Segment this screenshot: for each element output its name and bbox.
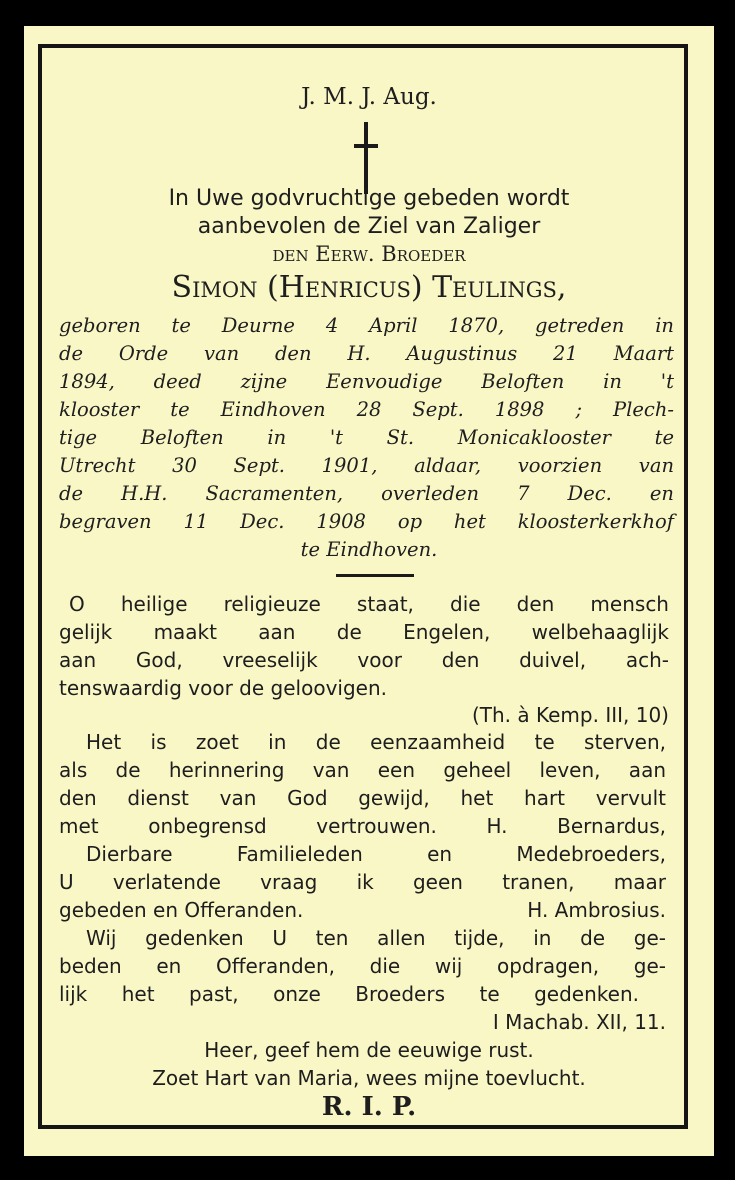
closing-line: Heer, geef hem de eeuwige rust. (204, 1038, 534, 1062)
quote-line: Wij gedenken U ten allen tijde, in de ge- (86, 926, 666, 950)
bio-line: klooster te Eindhoven 28 Sept. 1898 ; Plech- (59, 398, 674, 421)
quote-source: (Th. à Kemp. III, 10) (471, 703, 669, 727)
bio-line: Utrecht 30 Sept. 1901, aldaar, voorzien van (59, 454, 674, 477)
quote-source: H. Ambrosius. (527, 898, 666, 922)
closing-line: Zoet Hart van Maria, wees mijne toevlucht. (152, 1066, 586, 1090)
quote-line: gebeden en Offeranden. (59, 898, 304, 922)
quote-line: tenswaardig voor de geloovigen. (59, 676, 387, 700)
quote-source: I Machab. XII, 11. (492, 1010, 666, 1034)
quote-line: aan God, vreeselijk voor den duivel, ach- (59, 648, 669, 672)
bio-line: tige Beloften in 't St. Monicaklooster te (59, 426, 674, 449)
deceased-title: den Eerw. Broeder (272, 242, 466, 266)
intro-line-1: In Uwe godvruchtige gebeden wordt (168, 186, 570, 211)
bio-line: de H.H. Sacramenten, overleden 7 Dec. en (59, 482, 674, 505)
quote-line: Het is zoet in de eenzaamheid te sterven, (86, 730, 666, 754)
rip: R. I. P. (321, 1092, 417, 1122)
bio-line: begraven 11 Dec. 1908 op het kloosterkerkhof (59, 510, 674, 533)
quote-line: O heilige religieuze staat, die den mensch (69, 592, 669, 616)
quote-line: lijk het past, onze Broeders te gedenken. (59, 982, 639, 1006)
memorial-card (24, 26, 714, 1156)
monogram: J. M. J. Aug. (301, 84, 437, 110)
quote-line: U verlatende vraag ik geen tranen, maar (59, 870, 666, 894)
quote-line: gelijk maakt aan de Engelen, welbehaaglijk (59, 620, 669, 644)
divider (336, 574, 414, 577)
deceased-name: Simon (Henricus) Teulings, (171, 270, 567, 305)
cross-icon (354, 122, 378, 194)
quote-line: Dierbare Familieleden en Medebroeders, (86, 842, 666, 866)
quote-line: als de herinnering van een geheel leven, aan (59, 758, 666, 782)
intro-line-2: aanbevolen de Ziel van Zaliger (197, 214, 541, 239)
quote-line: den dienst van God gewijd, het hart vervult (59, 786, 666, 810)
bio-line: 1894, deed zijne Eenvoudige Beloften in 't (59, 370, 674, 393)
bio-line: geboren te Deurne 4 April 1870, getreden in (59, 314, 674, 337)
bio-line: te Eindhoven. (300, 538, 438, 561)
bio-line: de Orde van den H. Augustinus 21 Maart (59, 342, 674, 365)
quote-line: met onbegrensd vertrouwen. H. Bernardus, (59, 814, 666, 838)
quote-line: beden en Offeranden, die wij opdragen, ge- (59, 954, 666, 978)
